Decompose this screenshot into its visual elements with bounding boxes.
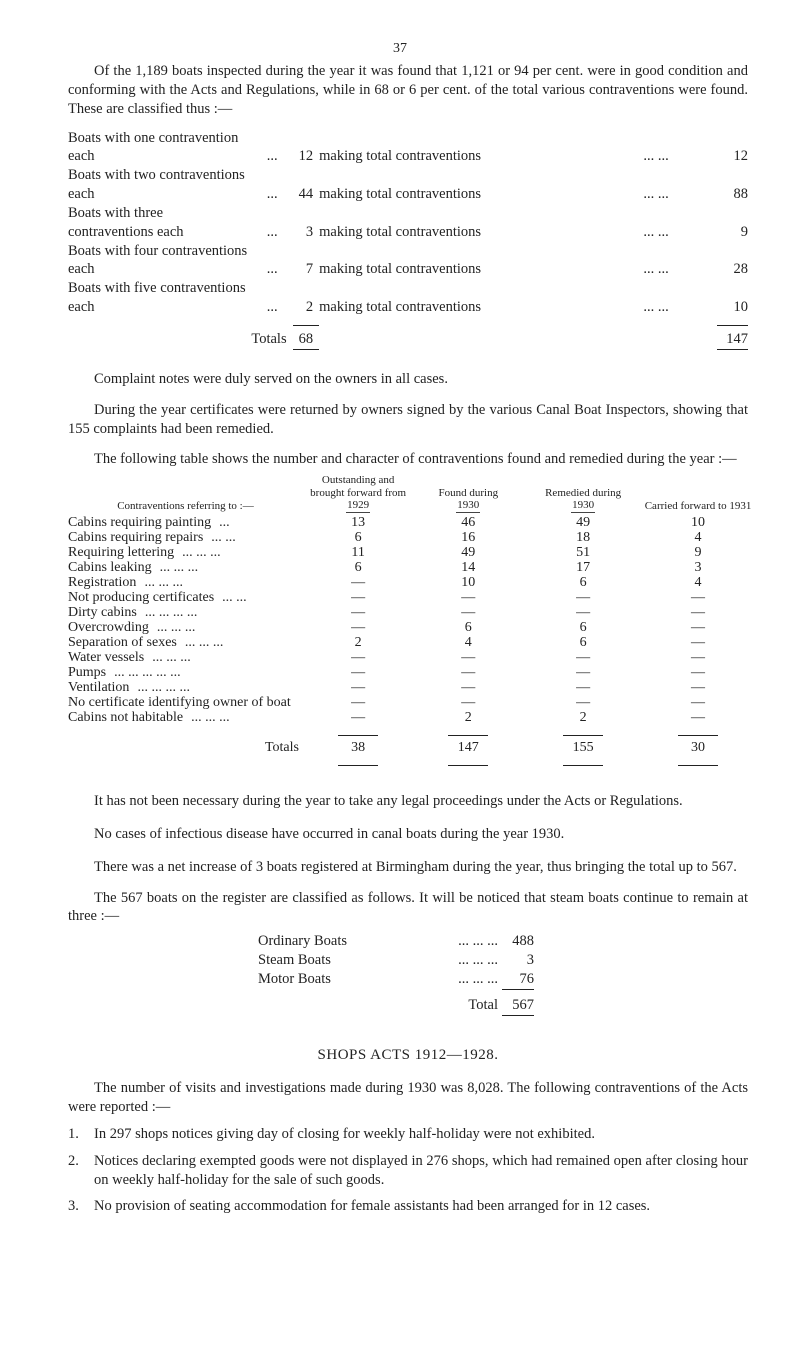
- summary-row: [68, 279, 748, 317]
- summary-desc: making total contraventions: [319, 186, 482, 203]
- row-label-text: Cabins leaking: [68, 560, 152, 576]
- row-label: [68, 560, 303, 575]
- total-outstanding: 38: [351, 740, 366, 756]
- cell-found: 16: [461, 530, 476, 546]
- row-label-text: Cabins requiring repairs: [68, 530, 204, 546]
- row-label-text: Requiring lettering: [68, 545, 175, 561]
- list-text: In 297 shops notices giving day of closing for weekly half-holiday were not exhibited.: [94, 1125, 595, 1142]
- leader-dots: ...: [266, 223, 278, 240]
- leader-dots: ... ...: [643, 299, 669, 316]
- row-label-text: Cabins not habitable: [68, 710, 184, 726]
- cell-remedied: —: [576, 605, 591, 621]
- cell-found: —: [461, 665, 476, 681]
- cell-remedied: —: [576, 680, 591, 696]
- cell-remedied: 18: [576, 530, 591, 546]
- list-item: [68, 1152, 748, 1190]
- table-row: [68, 635, 753, 650]
- leader-dots: ... ... ... ...: [144, 605, 198, 621]
- certificates-paragraph: During the year certificates were returned by owners signed by the various Canal Boat Inspectors, showing that 155 complaints had been remedied.: [68, 401, 748, 437]
- table-row: [68, 590, 753, 605]
- header-carried: Carried forward to 1931: [644, 500, 752, 513]
- table-row: [68, 530, 753, 545]
- leader-dots: ... ... ...: [184, 635, 224, 651]
- cell-carried: 3: [694, 560, 702, 576]
- row-label: [68, 545, 303, 560]
- cell-outstanding: —: [351, 650, 366, 666]
- leader-dots: ...: [266, 299, 278, 316]
- boat-total-label: Total: [468, 996, 498, 1013]
- boat-class-label: Steam Boats: [258, 952, 331, 969]
- cell-carried: 9: [694, 545, 702, 561]
- cell-remedied: —: [576, 590, 591, 606]
- shops-contravention-list: [68, 1125, 748, 1216]
- header-found: Found during 1930: [438, 486, 499, 512]
- cell-outstanding: —: [351, 710, 366, 726]
- summary-count: 44: [298, 186, 314, 203]
- cell-carried: —: [691, 650, 706, 666]
- summary-label: Boats with three contraventions each: [68, 204, 184, 240]
- cell-carried: —: [691, 590, 706, 606]
- summary-total: 28: [733, 261, 748, 278]
- summary-row: [68, 129, 748, 167]
- summary-total: 10: [733, 299, 748, 316]
- summary-desc: making total contraventions: [319, 223, 482, 240]
- list-text: Notices declaring exempted goods were not displayed in 276 shops, which had remained open after closing hour on weekly half-holiday for the sale of such goods.: [94, 1152, 748, 1188]
- boat-class-row: [258, 932, 534, 951]
- boat-classes-table: [258, 932, 534, 1015]
- boat-class-row: [258, 951, 534, 970]
- row-label: [68, 680, 303, 695]
- row-label-text: Ventilation: [68, 680, 130, 696]
- list-item: [68, 1197, 748, 1216]
- list-number: 3.: [68, 1198, 79, 1215]
- cell-found: —: [461, 680, 476, 696]
- cell-carried: 4: [694, 575, 702, 591]
- cell-carried: —: [691, 695, 706, 711]
- legal-paragraph: It has not been necessary during the year to take any legal proceedings under the Acts or Regulations.: [94, 793, 683, 810]
- summary-totals-count: 68: [293, 325, 320, 349]
- cell-found: 49: [461, 545, 476, 561]
- leader-dots: ... ...: [643, 261, 669, 278]
- row-label-text: No certificate identifying owner of boat: [68, 695, 291, 711]
- cell-remedied: 51: [576, 545, 591, 561]
- summary-count: 3: [305, 223, 314, 240]
- table-row: [68, 575, 753, 590]
- leader-dots: ... ... ...: [144, 575, 183, 591]
- cell-outstanding: —: [351, 620, 366, 636]
- summary-label: Boats with two contraventions each: [68, 167, 245, 203]
- cell-remedied: 2: [579, 710, 587, 726]
- summary-total: 9: [740, 223, 748, 240]
- boat-class-label: Ordinary Boats: [258, 933, 347, 950]
- leader-dots: ... ... ...: [159, 560, 199, 576]
- cell-carried: —: [691, 710, 706, 726]
- leader-dots: ... ...: [643, 186, 669, 203]
- boat-total-value: 567: [502, 989, 534, 1015]
- cell-carried: —: [691, 605, 706, 621]
- cell-found: 46: [461, 515, 476, 531]
- table-row: [68, 605, 753, 620]
- increase-paragraph: There was a net increase of 3 boats registered at Birmingham during the year, thus bringing the total up to 567.: [94, 858, 737, 875]
- boat-total-row: [258, 989, 534, 1015]
- table-row: [68, 680, 753, 695]
- row-label: [68, 605, 303, 620]
- leader-dots: ... ... ...: [156, 620, 196, 636]
- leader-dots: ... ... ...: [191, 710, 230, 726]
- row-label-text: Separation of sexes: [68, 635, 177, 651]
- page-number: 37: [393, 41, 407, 56]
- leader-dots: ... ... ...: [152, 650, 191, 666]
- boat-class-label: Motor Boats: [258, 971, 331, 988]
- cell-remedied: 6: [579, 620, 587, 636]
- row-label: [68, 710, 303, 725]
- infectious-paragraph: No cases of infectious disease have occurred in canal boats during the year 1930.: [94, 825, 565, 842]
- row-label-text: Cabins requiring painting: [68, 515, 212, 531]
- boat-class-row: [258, 970, 534, 989]
- cell-remedied: 6: [579, 575, 587, 591]
- contraventions-table: [68, 473, 753, 770]
- cell-remedied: —: [576, 650, 591, 666]
- row-label-text: Overcrowding: [68, 620, 149, 636]
- table-row: [68, 665, 753, 680]
- cell-outstanding: —: [351, 575, 366, 591]
- row-label: [68, 575, 303, 590]
- cell-found: —: [461, 650, 476, 666]
- leader-dots: ... ...: [643, 148, 669, 165]
- row-label: [68, 515, 303, 530]
- leader-dots: ... ... ...: [182, 545, 221, 561]
- leader-dots: ... ...: [222, 590, 247, 606]
- table-row: [68, 515, 753, 530]
- cell-found: —: [461, 695, 476, 711]
- table-row: [68, 695, 753, 710]
- summary-desc: making total contraventions: [319, 299, 482, 316]
- leader-dots: ... ... ...: [458, 933, 498, 950]
- cell-outstanding: —: [351, 680, 366, 696]
- list-item: [68, 1125, 748, 1144]
- cell-found: —: [461, 605, 476, 621]
- cell-outstanding: —: [351, 605, 366, 621]
- shops-intro-paragraph: The number of visits and investigations made during 1930 was 8,028. The following contraventions of the Acts were reported :—: [68, 1080, 748, 1116]
- row-label: [68, 635, 303, 650]
- cell-outstanding: 6: [354, 560, 362, 576]
- row-label: [68, 665, 303, 680]
- header-outstanding: Outstanding and brought forward from 1929: [310, 474, 407, 512]
- leader-dots: ... ...: [643, 223, 669, 240]
- cell-found: —: [461, 590, 476, 606]
- table-row: [68, 620, 753, 635]
- cell-carried: —: [691, 665, 706, 681]
- row-label: [68, 695, 303, 710]
- summary-totals-total: 147: [717, 325, 748, 349]
- leader-dots: ...: [266, 186, 278, 203]
- cell-outstanding: —: [351, 590, 366, 606]
- totals-label: Totals: [264, 740, 299, 756]
- cell-outstanding: 13: [351, 515, 366, 531]
- total-remedied: 155: [572, 740, 594, 756]
- leader-dots: ... ... ... ...: [137, 680, 190, 696]
- table-totals-row: [68, 740, 753, 755]
- row-label-text: Dirty cabins: [68, 605, 137, 621]
- cell-found: 14: [461, 560, 476, 576]
- summary-label: Boats with five contraventions each: [68, 280, 246, 316]
- summary-count: 7: [305, 261, 314, 278]
- row-label-text: Registration: [68, 575, 137, 591]
- list-number: 1.: [68, 1125, 79, 1142]
- cell-outstanding: 2: [354, 635, 362, 651]
- row-label-text: Pumps: [68, 665, 107, 681]
- leader-dots: ...: [219, 515, 230, 531]
- summary-total: 88: [733, 186, 748, 203]
- summary-count: 2: [305, 299, 314, 316]
- table-intro-paragraph: The following table shows the number and character of contraventions found and remedied during the year :—: [94, 451, 737, 468]
- cell-remedied: 6: [579, 635, 587, 651]
- cell-remedied: 49: [576, 515, 591, 531]
- summary-label: Boats with one contravention each: [68, 129, 239, 165]
- cell-found: 2: [464, 710, 472, 726]
- cell-remedied: —: [576, 695, 591, 711]
- summary-total: 12: [733, 148, 748, 165]
- summary-totals-row: [68, 325, 748, 349]
- table-row: [68, 710, 753, 725]
- leader-dots: ... ... ...: [458, 952, 498, 969]
- boat-class-value: 3: [526, 952, 534, 969]
- cell-outstanding: —: [351, 665, 366, 681]
- cell-remedied: —: [576, 665, 591, 681]
- cell-outstanding: —: [351, 695, 366, 711]
- row-label-text: Not producing certificates: [68, 590, 215, 606]
- total-found: 147: [457, 740, 479, 756]
- leader-dots: ...: [266, 148, 278, 165]
- summary-row: [68, 242, 748, 280]
- complaint-notes-paragraph: Complaint notes were duly served on the owners in all cases.: [94, 370, 448, 387]
- cell-carried: 10: [691, 515, 706, 531]
- summary-desc: making total contraventions: [319, 261, 482, 278]
- cell-carried: 4: [694, 530, 702, 546]
- cell-carried: —: [691, 680, 706, 696]
- row-label: [68, 590, 303, 605]
- summary-desc: making total contraventions: [319, 148, 482, 165]
- summary-count: 12: [298, 148, 314, 165]
- cell-outstanding: 11: [351, 545, 365, 561]
- boat-class-value: 76: [502, 970, 534, 989]
- cell-carried: —: [691, 620, 706, 636]
- list-text: No provision of seating accommodation for female assistants had been arranged for in 12 cases.: [94, 1198, 651, 1215]
- shops-heading: SHOPS ACTS 1912—1928.: [317, 1046, 499, 1063]
- cell-carried: —: [691, 635, 706, 651]
- cell-found: 10: [461, 575, 476, 591]
- summary-row: [68, 166, 748, 204]
- summary-row: [68, 204, 748, 242]
- summary-label: Boats with four contraventions each: [68, 242, 248, 278]
- boat-class-value: 488: [512, 933, 534, 950]
- table-row: [68, 560, 753, 575]
- list-number: 2.: [68, 1152, 79, 1169]
- leader-dots: ... ... ... ... ...: [114, 665, 181, 681]
- contraventions-summary-table: [68, 129, 748, 350]
- intro-paragraph: Of the 1,189 boats inspected during the year it was found that 1,121 or 94 per cent. were in good condition and conforming with the Acts and Regulations, while in 68 or 6 per cent. of the total various contraventions were found. These are classified thus :—: [68, 63, 748, 117]
- leader-dots: ...: [266, 261, 278, 278]
- row-label: [68, 650, 303, 665]
- cell-remedied: 17: [576, 560, 591, 576]
- leader-dots: ... ... ...: [458, 971, 498, 988]
- summary-totals-label: Totals: [251, 331, 287, 348]
- page-body: [68, 0, 752, 1224]
- cell-outstanding: 6: [354, 530, 362, 546]
- header-contraventions: Contraventions referring to :—: [117, 500, 254, 513]
- header-remedied: Remedied during 1930: [545, 486, 622, 512]
- register-paragraph: The 567 boats on the register are classified as follows. It will be noticed that steam boats continue to remain at three :—: [68, 889, 748, 925]
- row-label-text: Water vessels: [68, 650, 145, 666]
- row-label: [68, 530, 303, 545]
- row-label: [68, 620, 303, 635]
- total-carried: 30: [691, 740, 706, 756]
- cell-found: 4: [464, 635, 472, 651]
- table-row: [68, 650, 753, 665]
- cell-found: 6: [464, 620, 472, 636]
- leader-dots: ... ...: [211, 530, 236, 546]
- table-row: [68, 545, 753, 560]
